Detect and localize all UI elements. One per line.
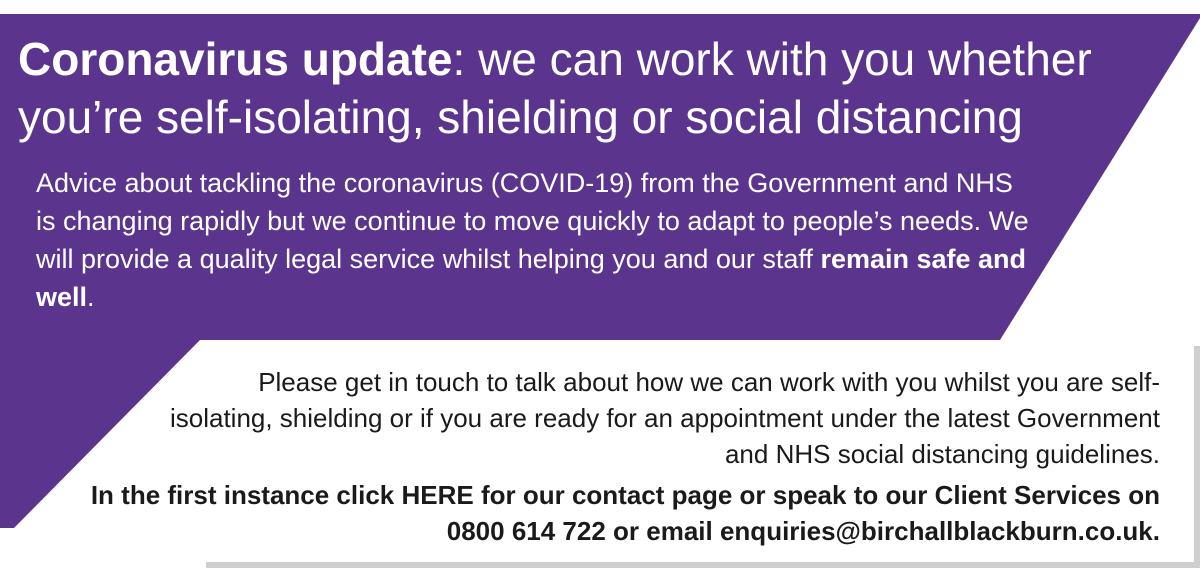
cta-part-3: or email — [605, 516, 720, 546]
headline-rest: : we can work with you whether you’re self-isolating, shielding or social distancing — [18, 33, 1092, 143]
intro-emphasis: remain safe and well — [36, 244, 1027, 312]
email-link[interactable]: enquiries@birchallblackburn.co.uk — [719, 516, 1153, 546]
intro-paragraph — [36, 164, 1036, 316]
cta-part-2: for our contact page or speak to our Client Services on — [473, 480, 1160, 510]
contact-paragraph: Please get in touch to talk about how we can work with you whilst you are self-isolating, shielding or if you are ready for an appointment under the latest Government and NHS social distancing guidelines. — [169, 367, 1160, 469]
cta-end: . — [1152, 516, 1160, 546]
phone-link[interactable]: 0800 614 722 — [446, 516, 606, 546]
page-title — [18, 30, 1178, 146]
contact-page-link[interactable]: HERE — [401, 480, 474, 510]
cta-part-1: In the first instance click — [90, 480, 402, 510]
call-to-action — [60, 477, 1160, 549]
intro-text: Advice about tackling the coronavirus (COVID-19) from the Government and NHS is changing rapidly but we continue to move quickly to adapt to people’s needs. We will provide a quality legal service whilst helping you and our staff — [36, 168, 1029, 274]
headline-bold: Coronavirus update — [18, 33, 453, 85]
intro-end: . — [87, 282, 95, 312]
